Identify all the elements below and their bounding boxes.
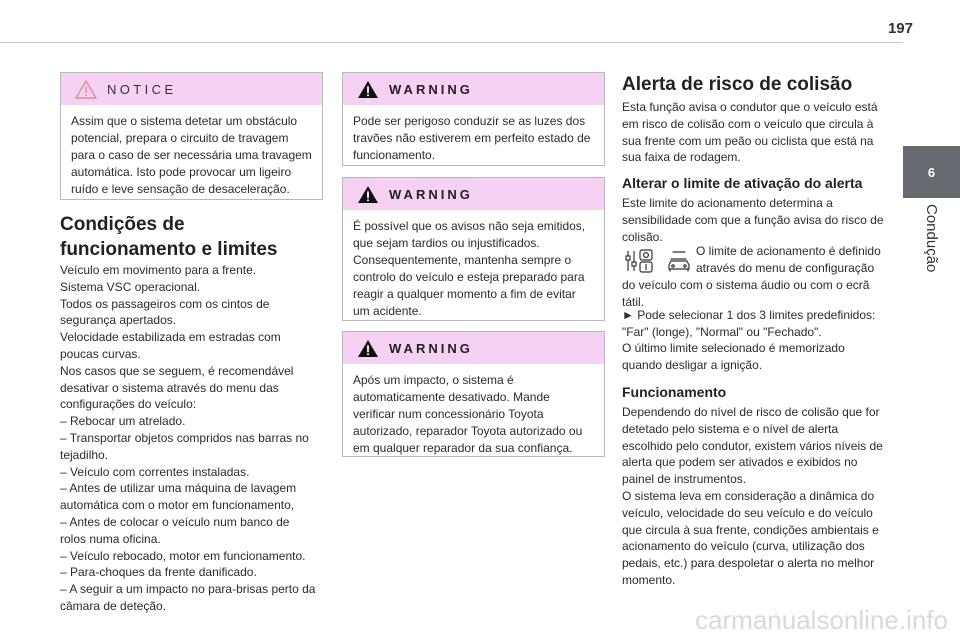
collision-intro: Esta função avisa o condutor que o veículo está em risco de colisão com o veículo que circula à sua frente com um peão ou ciclista que está na sua faixa de rodagem. [622,100,878,165]
conditions-line: Nos casos que se seguem, é recomendável [60,363,294,378]
warning-text: Pode ser perigoso conduzir se as luzes dos travões não estiverem em perfeito estado de funcionamento. [353,114,591,162]
warning-header [343,332,604,364]
conditions-line: – Antes de colocar o veículo num banco de [60,514,290,529]
warning-triangle-icon [357,185,379,204]
warning-triangle-icon [357,80,379,99]
conditions-line: desativar o sistema através do menu das [60,380,279,395]
page-number: 197 [887,20,913,37]
conditions-line: configurações do veículo: [60,397,197,412]
conditions-line: Veículo em movimento para a frente. [60,263,257,277]
car-alert-icon [666,249,692,273]
function-heading: Funcionamento [622,384,727,400]
conditions-line: Todos os passageiros com os cintos de [60,296,270,311]
conditions-line: – Antes de utilizar uma máquina de lavagem [60,481,297,496]
icon-text-1: O limite de acionamento é definido [696,244,881,258]
warning-triangle-icon [357,339,379,358]
conditions-line: – Veículo com correntes instaladas. [60,464,250,479]
watermark: carmanualsonline.info [695,605,948,635]
conditions-text [60,262,322,615]
conditions-line: – Rebocar um atrelado. [60,414,186,429]
conditions-line: segurança apertados. [60,313,177,328]
warning-box [342,331,605,457]
vehicle-settings-icon [624,247,658,275]
icon-text-rest: do veículo com o sistema áudio ou com o ecrã tátil. [622,278,870,309]
conditions-line: poucas curvas. [60,346,141,361]
conditions-line: automática com o motor em funcionamento, [60,498,295,513]
icon-group [624,247,694,275]
icon-text-2: através do menu de configuração [696,261,875,275]
notice-triangle-icon [75,80,97,99]
notice-box [60,72,323,200]
warning-title: WARNING [389,186,473,202]
conditions-line: rolos numa oficina. [60,531,161,546]
conditions-line: Velocidade estabilizada em estradas com [60,330,281,345]
chapter-title: Condução [923,204,940,273]
warning-header [343,178,604,210]
warning-title: WARNING [389,340,473,356]
conditions-line: – Para-choques da frente danificado. [60,565,257,580]
top-rule [0,42,903,43]
conditions-line: – Veículo rebocado, motor em funcionamento. [60,548,306,563]
function-text-2: O sistema leva em consideração a dinâmica do veículo, velocidade do seu veículo e do veículo que circula à sua frente, condições ambientais e acionamento do veículo (curva, utilização dos pedais, etc.) para despoletar o alerta no melhor momento. [622,489,879,587]
warning-text: É possível que os avisos não seja emitidos, que sejam tardios ou injustificados. Consequentemente, mantenha sempre o controlo do veículo e esteja preparado para reagir a qualquer momento a fim de evitar um acidente. [353,219,586,318]
chapter-number: 6 [927,164,936,180]
limit-step: ► Pode selecionar 1 dos 3 limites predefinidos: "Far" (longe), "Normal" ou "Fechado". [622,308,876,339]
conditions-line: – Transportar objetos compridos nas barras no [60,430,309,445]
notice-title: NOTICE [107,81,177,97]
warning-text: Após um impacto, o sistema é automaticamente desativado. Mande verificar num concessionário Toyota autorizado, reparador Toyota autorizado ou em qualquer reparador da sua confiança. [353,373,583,455]
conditions-line: tejadilho. [60,447,109,462]
warning-header [343,73,604,105]
warning-box [342,72,605,166]
collision-title: Alerta de risco de colisão [622,74,853,95]
notice-text: Assim que o sistema detetar um obstáculo potencial, prepara o circuito de travagem para o caso de ser necessária uma travagem automática. Isto pode provocar um ligeiro ruído e leve sensação de desaceleração. [71,114,312,196]
conditions-line: câmara de deteção. [60,598,167,613]
conditions-heading: Condições de funcionamento e limites [60,214,278,260]
limit-text: Este limite do acionamento determina a sensibilidade com que a função avisa do risco de colisão. [622,196,884,244]
limit-heading: Alterar o limite de ativação do alerta [622,175,863,191]
limit-memo: O último limite selecionado é memorizado quando desligar a ignição. [622,341,845,372]
warning-title: WARNING [389,81,473,97]
conditions-line: Sistema VSC operacional. [60,279,201,294]
chapter-tab[interactable] [903,146,960,198]
notice-header [61,73,322,105]
conditions-line: – A seguir a um impacto no para-brisas perto da [60,582,316,597]
function-text-1: Dependendo do nível de risco de colisão que for detetado pelo sistema e o nível de alerta escolhido pelo condutor, existem vários níveis de alerta que podem ser ativados e exibidos no painel de instrumentos. [622,405,883,487]
warning-box [342,177,605,321]
